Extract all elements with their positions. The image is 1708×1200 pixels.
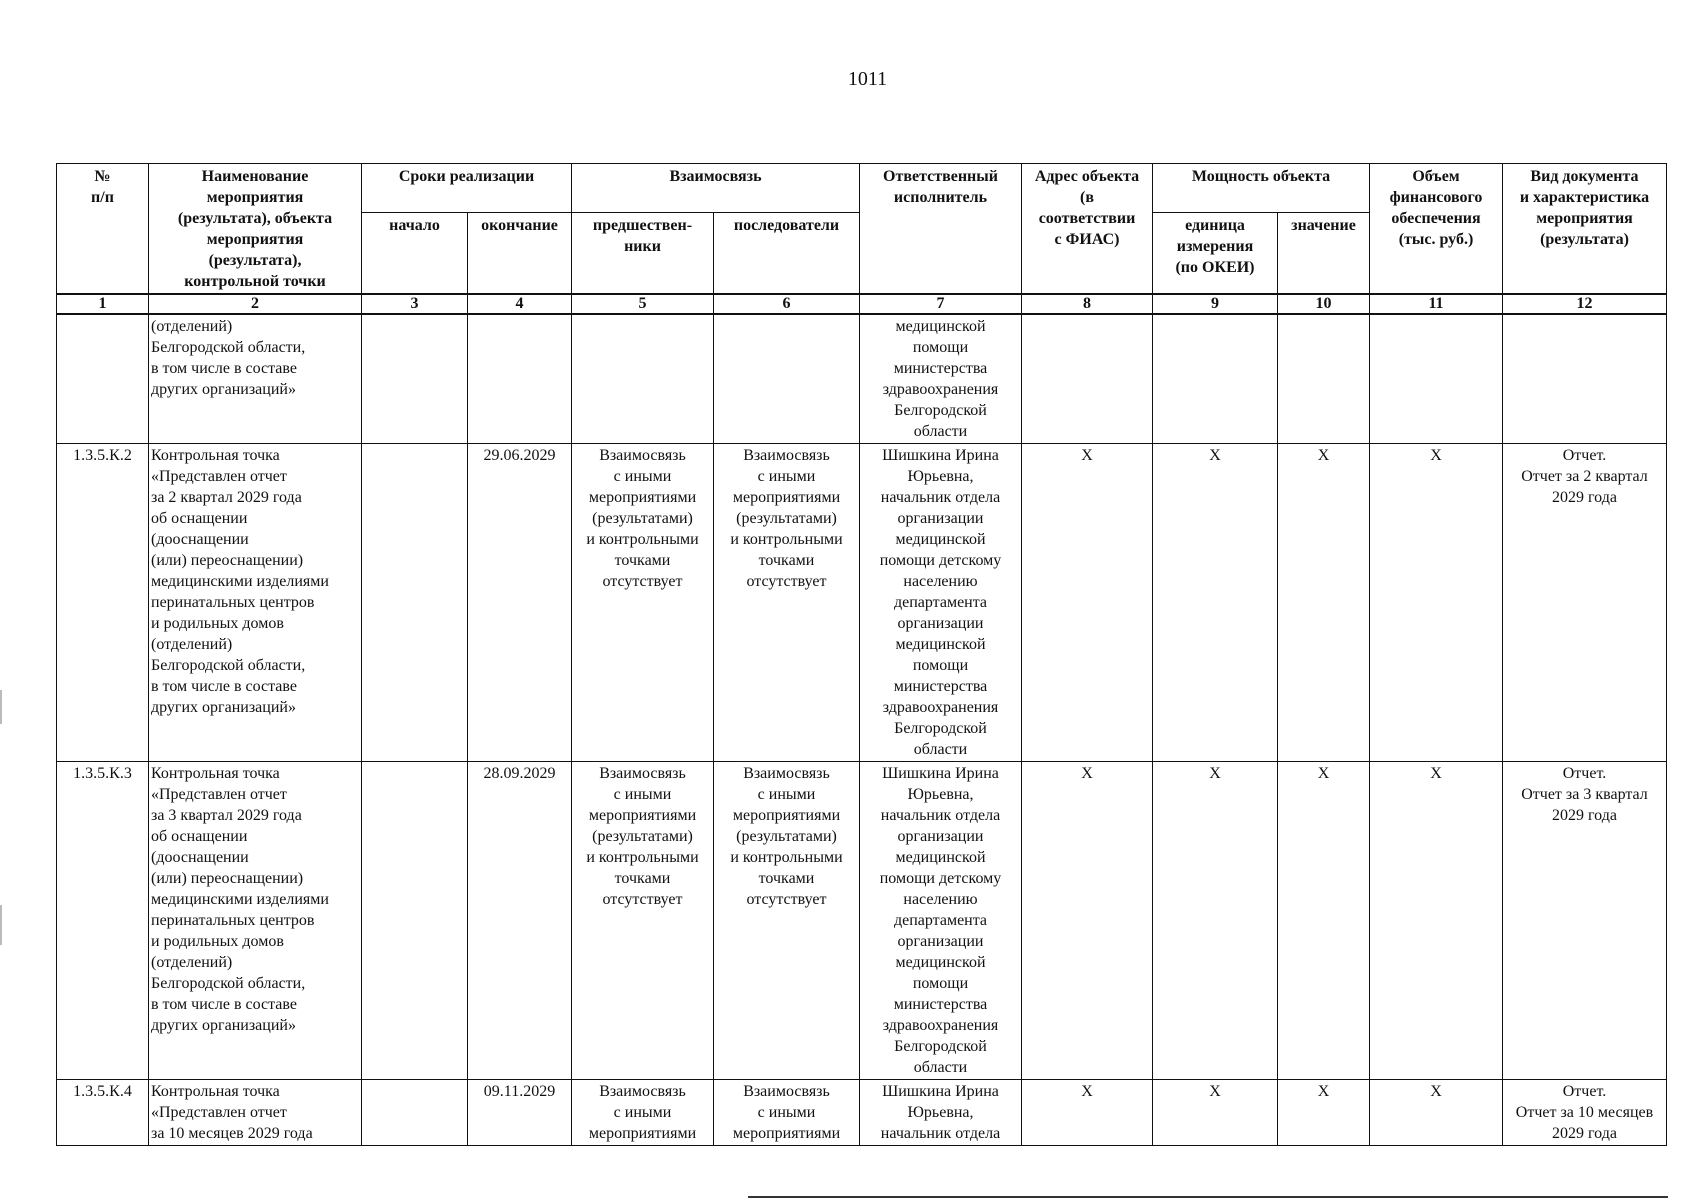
column-number: 10	[1278, 294, 1370, 314]
column-number: 4	[468, 294, 572, 314]
row-predecessors: Взаимосвязь с иными мероприятиями (результатами) и контрольными точками отсутствует	[572, 444, 714, 762]
column-number: 7	[860, 294, 1022, 314]
col-header-end: окончание	[468, 212, 572, 294]
column-numbers-row	[57, 294, 1667, 314]
col-header-start: начало	[362, 212, 468, 294]
row-end: 09.11.2029	[468, 1080, 572, 1146]
row-successors	[714, 314, 860, 444]
column-number: 3	[362, 294, 468, 314]
column-number: 1	[57, 294, 149, 314]
col-group-terms: Сроки реализации	[362, 164, 572, 213]
column-number: 5	[572, 294, 714, 314]
col-header-unit: единица измерения (по ОКЕИ)	[1153, 212, 1278, 294]
row-unit	[1153, 314, 1278, 444]
page-number: 1011	[847, 68, 888, 90]
row-name: Контрольная точка «Представлен отчет за 3 квартал 2029 года об оснащении (дооснащении (или) переоснащении) медицинскими изделиями перинатальных центров и родильных домов (отделений) Белгородской области, в том числе в составе других организаций»	[149, 762, 362, 1080]
row-finance: X	[1370, 1080, 1503, 1146]
row-doc: Отчет. Отчет за 3 квартал 2029 года	[1503, 762, 1667, 1080]
col-header-finance: Объем финансового обеспечения (тыс. руб.)	[1370, 164, 1503, 295]
row-successors: Взаимосвязь с иными мероприятиями (результатами) и контрольными точками отсутствует	[714, 444, 860, 762]
table-row	[57, 1080, 1667, 1146]
col-header-successors: последователи	[714, 212, 860, 294]
row-responsible: Шишкина Ирина Юрьевна, начальник отдела организации медицинской помощи детскому населению департамента организации медицинской помощи министерства здравоохранения Белгородской области	[860, 444, 1022, 762]
row-responsible: Шишкина Ирина Юрьевна, начальник отдела	[860, 1080, 1022, 1146]
header-row-1	[57, 164, 1667, 213]
row-end: 28.09.2029	[468, 762, 572, 1080]
row-predecessors: Взаимосвязь с иными мероприятиями	[572, 1080, 714, 1146]
row-unit: X	[1153, 762, 1278, 1080]
column-number: 8	[1022, 294, 1153, 314]
col-header-responsible: Ответственный исполнитель	[860, 164, 1022, 295]
column-number: 11	[1370, 294, 1503, 314]
row-successors: Взаимосвязь с иными мероприятиями (результатами) и контрольными точками отсутствует	[714, 762, 860, 1080]
row-address: X	[1022, 762, 1153, 1080]
row-start	[362, 762, 468, 1080]
row-responsible: Шишкина Ирина Юрьевна, начальник отдела организации медицинской помощи детскому населению департамента организации медицинской помощи министерства здравоохранения Белгородской области	[860, 762, 1022, 1080]
row-predecessors: Взаимосвязь с иными мероприятиями (результатами) и контрольными точками отсутствует	[572, 762, 714, 1080]
row-address: X	[1022, 1080, 1153, 1146]
col-header-value: значение	[1278, 212, 1370, 294]
row-start	[362, 1080, 468, 1146]
row-value: X	[1278, 762, 1370, 1080]
row-name: Контрольная точка «Представлен отчет за 2 квартал 2029 года об оснащении (дооснащении (или) переоснащении) медицинскими изделиями перинатальных центров и родильных домов (отделений) Белгородской области, в том числе в составе других организаций»	[149, 444, 362, 762]
row-doc	[1503, 314, 1667, 444]
table-row	[57, 314, 1667, 444]
row-predecessors	[572, 314, 714, 444]
row-num	[57, 314, 149, 444]
row-name: (отделений) Белгородской области, в том числе в составе других организаций»	[149, 314, 362, 444]
row-finance: X	[1370, 762, 1503, 1080]
row-doc: Отчет. Отчет за 2 квартал 2029 года	[1503, 444, 1667, 762]
row-value: X	[1278, 444, 1370, 762]
col-header-address: Адрес объекта (в соответствии с ФИАС)	[1022, 164, 1153, 295]
row-name: Контрольная точка «Представлен отчет за 10 месяцев 2029 года	[149, 1080, 362, 1146]
scan-margin-mark	[0, 690, 2, 724]
row-unit: X	[1153, 1080, 1278, 1146]
row-responsible: медицинской помощи министерства здравоохранения Белгородской области	[860, 314, 1022, 444]
implementation-plan-table	[56, 163, 1667, 1146]
row-doc: Отчет. Отчет за 10 месяцев 2029 года	[1503, 1080, 1667, 1146]
table-row	[57, 444, 1667, 762]
column-number: 12	[1503, 294, 1667, 314]
row-value	[1278, 314, 1370, 444]
col-header-doc-type: Вид документа и характеристика мероприятия (результата)	[1503, 164, 1667, 295]
col-header-predecessors: предшествен- ники	[572, 212, 714, 294]
bottom-rule	[748, 1196, 1668, 1198]
col-header-name: Наименование мероприятия (результата), объекта мероприятия (результата), контрольной точки	[149, 164, 362, 295]
row-address	[1022, 314, 1153, 444]
row-end	[468, 314, 572, 444]
col-header-num: № п/п	[57, 164, 149, 295]
table-row	[57, 762, 1667, 1080]
row-num: 1.3.5.К.2	[57, 444, 149, 762]
row-unit: X	[1153, 444, 1278, 762]
row-start	[362, 444, 468, 762]
column-number: 9	[1153, 294, 1278, 314]
row-start	[362, 314, 468, 444]
row-finance: X	[1370, 444, 1503, 762]
row-finance	[1370, 314, 1503, 444]
col-group-capacity: Мощность объекта	[1153, 164, 1370, 213]
row-end: 29.06.2029	[468, 444, 572, 762]
row-successors: Взаимосвязь с иными мероприятиями	[714, 1080, 860, 1146]
column-number: 6	[714, 294, 860, 314]
row-value: X	[1278, 1080, 1370, 1146]
row-num: 1.3.5.К.3	[57, 762, 149, 1080]
scan-margin-mark	[0, 905, 2, 945]
row-num: 1.3.5.К.4	[57, 1080, 149, 1146]
row-address: X	[1022, 444, 1153, 762]
column-number: 2	[149, 294, 362, 314]
col-group-relation: Взаимосвязь	[572, 164, 860, 213]
